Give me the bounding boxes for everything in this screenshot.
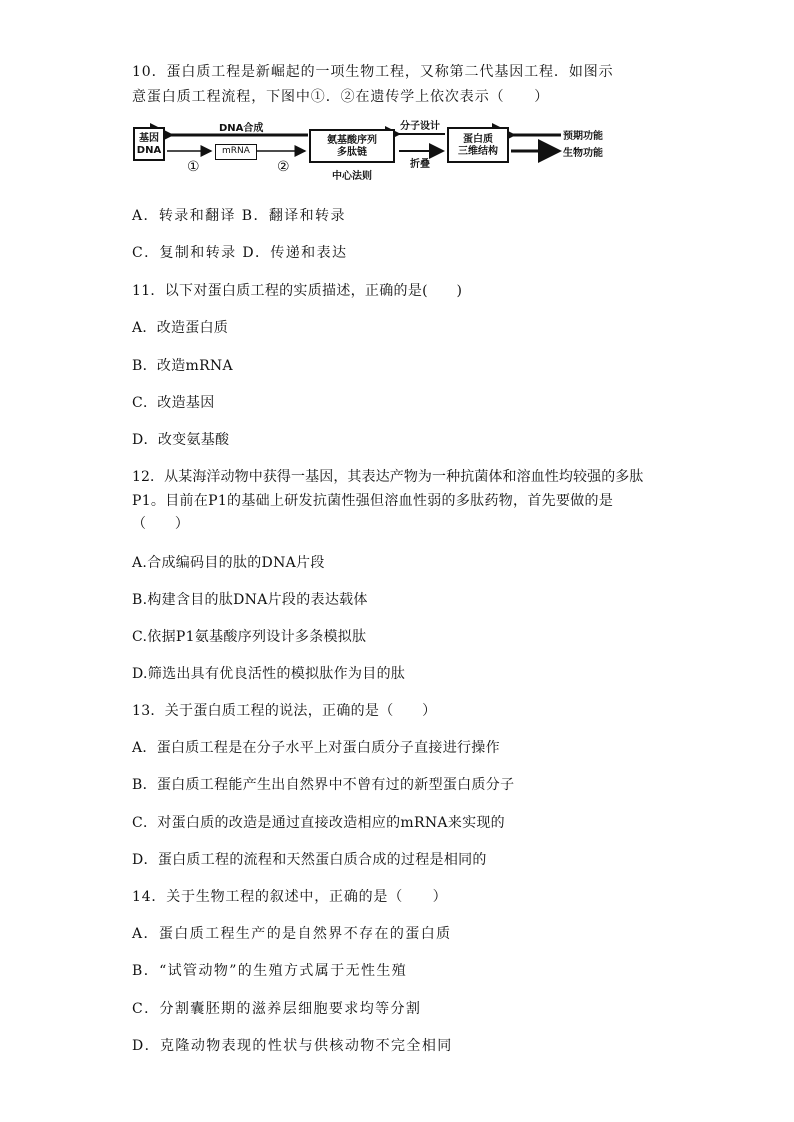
gene-dna-box [133,127,165,161]
q12-option-a: A.合成编码目的肽的DNA片段 [132,555,325,571]
q11-option-a: A．改造蛋白质 [132,320,229,336]
q12-option-c: C.依据P1氨基酸序列设计多条模拟肽 [132,629,367,645]
q12-option-b: B.构建含目的肽DNA片段的表达载体 [132,592,368,608]
protein-engineering-flow-diagram [133,119,615,183]
q12-stem-line2: P1。目前在P1的基础上研发抗菌性强但溶血性弱的多肽药物，首先要做的是 [132,493,614,509]
central-dogma-label: 中心法则 [332,171,372,182]
expected-function-label: 预期功能 [563,131,603,142]
bio-function-label: 生物功能 [563,148,603,159]
q12-stem-line3: （ ） [132,516,190,532]
q14-option-d: D．克隆动物表现的性状与供核动物不完全相同 [132,1038,453,1054]
q11-option-d: D．改变氨基酸 [132,432,230,448]
q13-option-d: D．蛋白质工程的流程和天然蛋白质合成的过程是相同的 [132,852,487,868]
dna-synthesis-label: DNA合成 [219,123,264,134]
circle-1-label: ① [187,159,200,175]
q10-stem-line1: 10．蛋白质工程是新崛起的一项生物工程，又称第二代基因工程．如图示 [132,64,614,80]
folding-label: 折叠 [410,159,430,170]
polypeptide-label: 多肽链 [337,147,367,158]
q14-option-c: C．分割囊胚期的滋养层细胞要求均等分割 [132,1001,422,1017]
q11-stem: 11．以下对蛋白质工程的实质描述，正确的是( ) [132,283,463,299]
q12-stem-line1: 12．从某海洋动物中获得一基因，其表达产物为一种抗菌体和溶血性均较强的多肽 [132,469,644,485]
aa-seq-label: 氨基酸序列 [327,135,377,146]
molecular-design-label: 分子设计 [400,121,440,132]
gene-label: 基因 [139,133,159,144]
q10-stem-line2: 意蛋白质工程流程，下图中①．②在遗传学上依次表示（ ） [132,89,550,105]
q13-option-c: C．对蛋白质的改造是通过直接改造相应的mRNA来实现的 [132,815,505,831]
q12-option-d: D.筛选出具有优良活性的模拟肽作为目的肽 [132,666,406,682]
q11-option-c: C．改造基因 [132,395,215,411]
q14-option-a: A．蛋白质工程生产的是自然界不存在的蛋白质 [132,926,452,942]
q14-option-b: B．“试管动物”的生殖方式属于无性生殖 [132,963,408,979]
protein-label: 蛋白质 [463,134,493,145]
q10-option-ab: A．转录和翻译 B．翻译和转录 [132,208,346,224]
q13-option-b: B．蛋白质工程能产生出自然界中不曾有过的新型蛋白质分子 [132,777,515,793]
q10-option-cd: C．复制和转录 D．传递和表达 [132,245,348,261]
protein-3d-structure-box [447,127,509,163]
q13-stem: 13．关于蛋白质工程的说法，正确的是（ ） [132,703,437,719]
amino-acid-sequence-box [309,129,395,163]
3d-structure-label: 三维结构 [458,146,498,157]
q11-option-b: B．改造mRNA [132,358,233,374]
q14-stem: 14．关于生物工程的叙述中，正确的是（ ） [132,889,448,905]
dna-label: DNA [136,145,162,156]
q13-option-a: A．蛋白质工程是在分子水平上对蛋白质分子直接进行操作 [132,740,500,756]
mrna-box: mRNA [215,144,257,160]
circle-2-label: ② [277,159,290,175]
